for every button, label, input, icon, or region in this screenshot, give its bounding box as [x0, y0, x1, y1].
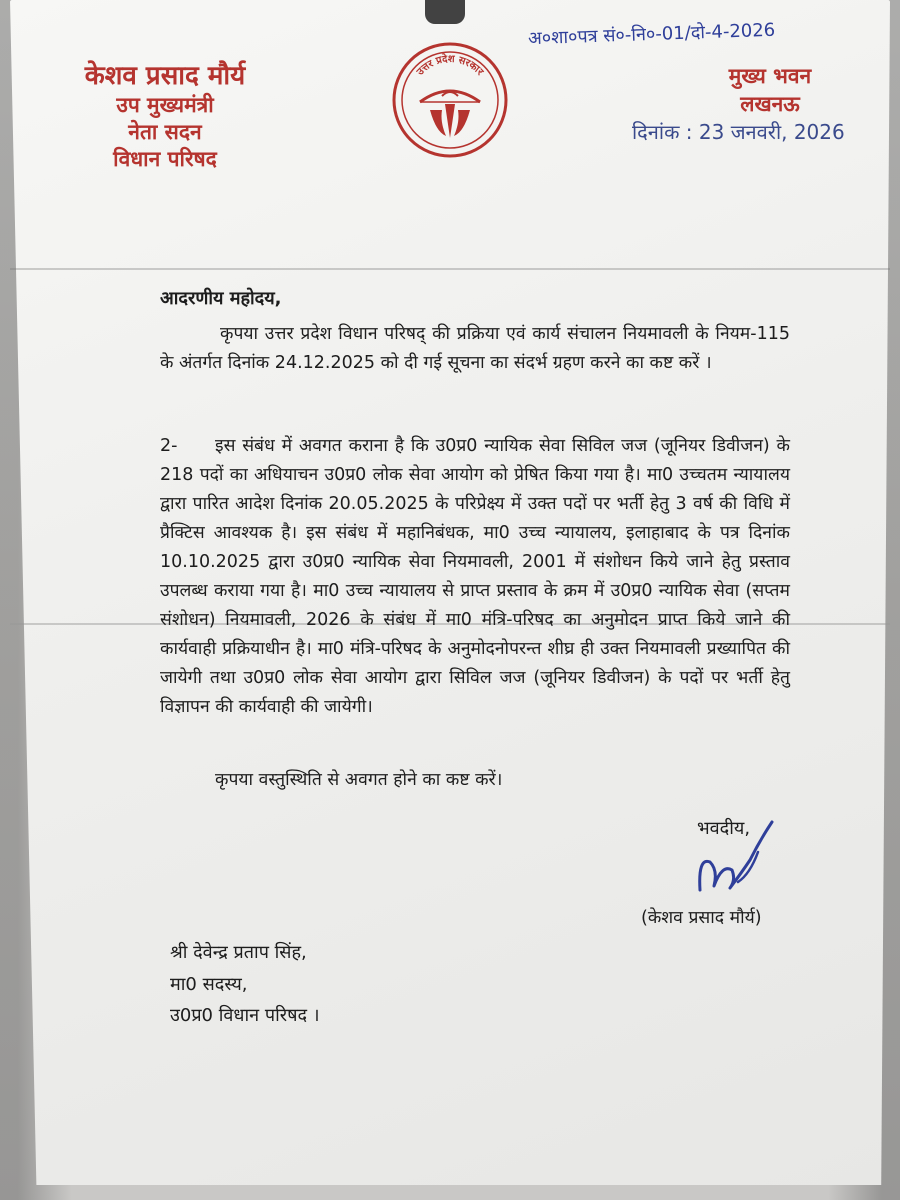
letter-date: दिनांक : 23 जनवरी, 2026 — [632, 120, 845, 144]
paragraph-2 — [160, 432, 790, 722]
paragraph-3: कृपया वस्तुस्थिति से अवगत होने का कष्ट करें। — [215, 770, 503, 790]
svg-text:उत्तर प्रदेश सरकार — [414, 52, 485, 78]
paragraph-1: कृपया उत्तर प्रदेश विधान परिषद् की प्रक्रिया एवं कार्य संचालन नियमावली के नियम-115 के अंतर्गत दिनांक 24.12.2025 को दी गई सूचना का संदर्भ ग्रहण करने का कष्ट करें । — [160, 324, 790, 373]
paragraph-2-text: इस संबंध में अवगत कराना है कि उ0प्र0 न्यायिक सेवा सिविल जज (जूनियर डिवीजन) के 218 पदों का अधियाचन उ0प्र0 लोक सेवा आयोग को प्रेषित किया गया है। मा0 उच्चतम न्यायालय द्वारा पारित आदेश दिनांक 20.05.2025 के परिप्रेक्ष्य में उक्त पदों पर भर्ती हेतु 3 वर्ष की विधि में प्रैक्टिस आवश्यक है। इस संबंध में महानिबंधक, मा0 उच्च न्यायालय, इलाहाबाद के पत्र दिनांक 10.10.2025 द्वारा उ0प्र0 न्यायिक सेवा नियमावली, 2001 में संशोधन किये जाने हेतु प्रस्ताव उपलब्ध कराया गया है। मा0 उच्च न्यायालय से प्राप्त प्रस्ताव के क्रम में उ0प्र0 न्यायिक सेवा (सप्तम संशोधन) नियमावली, 2026 के संबंध में मा0 मंत्रि-परिषद का अनुमोदन प्राप्त किये जाने की कार्यवाही प्रक्रियाधीन है। मा0 मंत्रि-परिषद के अनुमोदनोपरन्त शीघ्र ही उक्त नियमावली प्रख्यापित की जायेगी तथा उ0प्र0 लोक सेवा आयोग द्वारा सिविल जज (जूनियर डिवीजन) के पदों पर भर्ती हेतु विज्ञापन की कार्यवाही की जायेगी। — [160, 436, 790, 717]
paragraph-number: 2- — [160, 436, 178, 456]
recipient-line: उ0प्र0 विधान परिषद । — [170, 1005, 320, 1026]
recipient-line: मा0 सदस्य, — [170, 974, 248, 995]
binder-clip — [425, 0, 465, 24]
designation-line: विधान परिषद — [113, 147, 217, 172]
reference-number: अ०शा०पत्र सं०-नि०-01/दो-4-2026 — [527, 19, 776, 50]
sender-name: केशव प्रसाद मौर्य — [84, 61, 246, 91]
fold-line — [10, 268, 890, 270]
designation-line: उप मुख्यमंत्री — [116, 92, 214, 117]
up-government-emblem — [390, 40, 510, 160]
recipient-line: श्री देवेन्द्र प्रताप सिंह, — [170, 942, 307, 963]
office-line: मुख्य भवन — [728, 64, 812, 88]
handwritten-signature — [680, 812, 790, 902]
office-line: लखनऊ — [740, 92, 800, 117]
salutation: आदरणीय महोदय, — [160, 288, 282, 309]
letterhead-left — [60, 62, 270, 174]
emblem-text: उत्तर प्रदेश सरकार — [414, 53, 486, 78]
letterhead-right — [700, 62, 840, 119]
designation-line: नेता सदन — [128, 120, 202, 145]
signer-name: (केशव प्रसाद मौर्य) — [641, 908, 762, 928]
closing: भवदीय, — [697, 818, 751, 839]
